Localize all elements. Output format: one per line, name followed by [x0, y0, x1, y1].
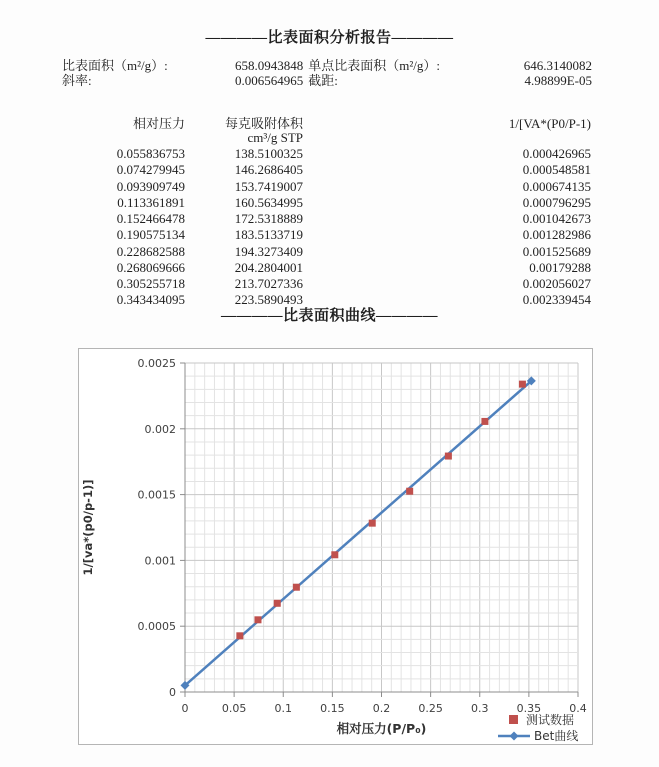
cell-bet-term: 0.002339454 — [522, 292, 591, 308]
table-row — [0, 211, 659, 227]
y-tick-label: 0.001 — [144, 554, 176, 568]
col-header-bet-term: 1/[VA*(P0/P-1) — [508, 116, 591, 131]
cell-bet-term: 0.000674135 — [522, 178, 591, 194]
cell-relative-pressure: 0.113361891 — [117, 194, 185, 210]
cell-adsorbed-volume: 153.7419007 — [234, 178, 303, 194]
x-tick-label: 0.25 — [418, 702, 443, 715]
bet-surface-area-value: 658.0943848 — [235, 58, 304, 73]
table-row — [0, 195, 659, 211]
x-tick-label: 0.4 — [569, 702, 587, 715]
cell-relative-pressure: 0.152466478 — [116, 211, 185, 227]
table-row — [0, 227, 659, 243]
summary-row-1 — [0, 58, 659, 73]
cell-adsorbed-volume: 223.5890493 — [234, 292, 303, 308]
cell-adsorbed-volume: 146.2686405 — [234, 162, 303, 178]
data-point — [519, 381, 526, 388]
cell-bet-term: 0.000548581 — [522, 162, 591, 178]
data-point — [274, 600, 281, 607]
cell-relative-pressure: 0.228682588 — [116, 243, 185, 259]
col-header-relative-pressure: 相对压力 — [132, 116, 185, 131]
cell-relative-pressure: 0.093909749 — [116, 178, 185, 194]
table-row — [0, 244, 659, 260]
x-tick-label: 0.15 — [320, 702, 345, 715]
single-point-area-label: 单点比表面积（m²/g）: — [308, 58, 440, 73]
table-header-subrow — [0, 131, 659, 145]
bet-chart — [78, 348, 593, 745]
cell-bet-term: 0.002056027 — [522, 276, 591, 292]
bet-data-table — [0, 116, 659, 308]
cell-relative-pressure: 0.343434095 — [116, 292, 185, 308]
chart-grid — [185, 363, 578, 692]
single-point-area-value: 646.3140082 — [523, 58, 592, 73]
x-tick-label: 0.3 — [471, 702, 489, 715]
summary-middle — [235, 73, 338, 88]
col-header-adsorbed-volume: 每克吸附体积 — [224, 116, 303, 131]
data-point — [236, 632, 243, 639]
slope-label: 斜率: — [62, 73, 92, 88]
y-tick-label: 0.0015 — [137, 488, 176, 502]
x-axis-title: 相对压力(P/P₀) — [336, 721, 427, 736]
cell-adsorbed-volume: 138.5100325 — [234, 146, 303, 161]
data-point — [445, 453, 452, 460]
cell-relative-pressure: 0.268069666 — [116, 259, 185, 275]
cell-bet-term: 0.000796295 — [522, 194, 591, 210]
bet-surface-area-label: 比表面积（m²/g）: — [62, 58, 168, 73]
intercept-value: 4.98899E-05 — [524, 73, 592, 88]
cell-adsorbed-volume: 183.5133719 — [234, 227, 303, 243]
cell-bet-term: 0.000426965 — [522, 146, 591, 161]
cell-adsorbed-volume: 204.2804001 — [234, 259, 303, 275]
curve-section-title: ————比表面积曲线———— — [220, 308, 438, 324]
table-header-row — [0, 117, 659, 131]
col-header-volume-units: cm³/g STP — [247, 130, 303, 145]
data-point — [406, 488, 413, 495]
legend-label-bet-curve: Bet曲线 — [534, 729, 579, 743]
cell-adsorbed-volume: 160.5634995 — [234, 194, 303, 210]
legend-label-test-data: 测试数据 — [526, 713, 575, 727]
cell-bet-term: 0.001282986 — [522, 227, 591, 243]
x-tick-label: 0.35 — [516, 702, 542, 715]
y-tick-label: 0.002 — [144, 422, 176, 436]
table-row — [0, 146, 659, 162]
chart-border — [79, 349, 593, 745]
summary-row-2 — [0, 73, 659, 88]
cell-relative-pressure: 0.055836753 — [116, 146, 185, 161]
data-point — [481, 418, 488, 425]
cell-adsorbed-volume: 172.5318889 — [234, 211, 303, 227]
cell-bet-term: 0.001525689 — [522, 243, 591, 259]
cell-bet-term: 0.00179288 — [529, 259, 591, 275]
cell-relative-pressure: 0.074279945 — [116, 162, 185, 178]
report-title: ————比表面积分析报告———— — [205, 30, 454, 46]
legend-square-icon — [509, 715, 518, 724]
cell-relative-pressure: 0.190575134 — [116, 227, 185, 243]
data-point — [331, 551, 338, 558]
table-row — [0, 179, 659, 195]
y-tick-label: 0.0025 — [137, 357, 176, 370]
table-body — [0, 146, 659, 309]
y-tick-label: 0.0005 — [137, 620, 176, 634]
x-tick-label: 0 — [181, 702, 189, 715]
x-tick-label: 0.1 — [274, 702, 292, 715]
table-row — [0, 162, 659, 178]
data-point — [369, 520, 376, 527]
intercept-label: 截距: — [308, 73, 338, 88]
x-tick-label: 0.05 — [221, 702, 247, 715]
table-row — [0, 260, 659, 276]
x-tick-label: 0.2 — [372, 702, 391, 715]
bet-chart-svg — [78, 348, 593, 745]
cell-relative-pressure: 0.305255718 — [116, 276, 185, 292]
cell-adsorbed-volume: 213.7027336 — [234, 276, 303, 292]
y-axis-title: 1/[va*(p0/p-1)] — [81, 479, 95, 576]
table-row — [0, 276, 659, 292]
y-tick-label: 0 — [169, 686, 176, 699]
data-point — [254, 616, 261, 623]
slope-value: 0.006564965 — [235, 73, 304, 88]
cell-adsorbed-volume: 194.3273409 — [234, 243, 303, 259]
cell-bet-term: 0.001042673 — [522, 211, 591, 227]
data-point — [293, 584, 300, 591]
